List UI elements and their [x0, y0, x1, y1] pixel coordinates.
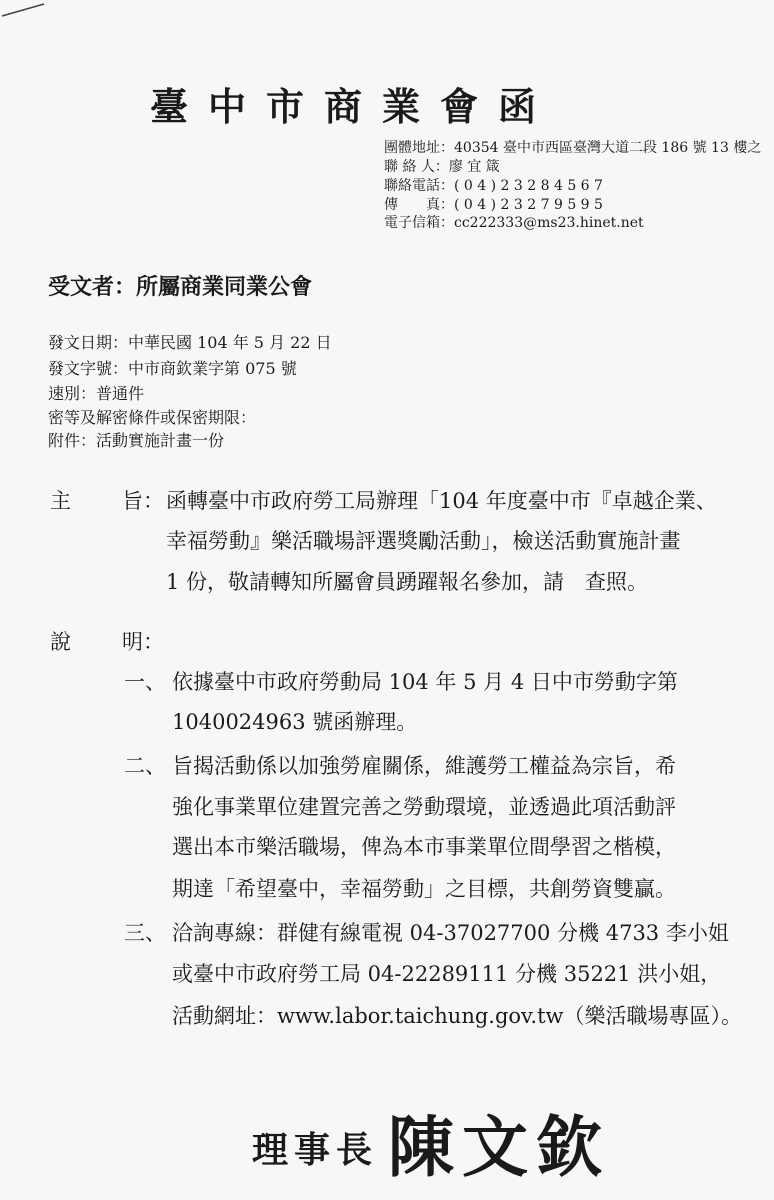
- item-number: 二、: [124, 754, 166, 778]
- item-line: 強化事業單位建置完善之勞動環境，並透過此項活動評: [172, 795, 676, 819]
- subject-line: 1 份，敬請轉知所屬會員踴躍報名參加，請 查照。: [166, 570, 649, 594]
- letter-title: 臺中市商業會函: [150, 84, 557, 129]
- sender-contact: 聯 絡 人：廖 宜 箴: [384, 159, 500, 175]
- item-line: 期達「希望臺中，幸福勞動」之目標，共創勞資雙贏。: [172, 877, 676, 901]
- document-number: 發文字號：中市商欽業字第 075 號: [48, 359, 297, 378]
- secrecy-level: 密等及解密條件或保密期限：: [48, 408, 257, 427]
- issue-date: 發文日期：中華民國 104 年 5 月 22 日: [48, 333, 332, 352]
- subject-line: 幸福勞動』樂活職場評選獎勵活動」，檢送活動實施計畫: [166, 529, 681, 553]
- recipient: 受文者：所屬商業同業公會: [48, 274, 313, 300]
- subject-line: 函轉臺中市政府勞工局辦理「104 年度臺中市『卓越企業、: [166, 489, 717, 513]
- item-line: 旨揭活動係以加強勞雇關係，維護勞工權益為宗旨，希: [172, 754, 676, 778]
- explanation-label-a: 說: [50, 630, 71, 654]
- item-number: 三、: [124, 921, 166, 945]
- item-line: 1040024963 號函辦理。: [172, 710, 418, 734]
- item-number: 一、: [124, 670, 166, 694]
- corner-pen-mark: [0, 0, 50, 20]
- signature-name: 陳文欽: [388, 1109, 610, 1186]
- item-line: 洽詢專線：群健有線電視 04-37027700 分機 4733 李小姐: [172, 921, 729, 945]
- sender-address: 團體地址：40354 臺中市西區臺灣大道二段 186 號 13 樓之: [384, 140, 762, 156]
- item-line: 依據臺中市政府勞動局 104 年 5 月 4 日中市勞動字第: [172, 670, 678, 694]
- attachment: 附件：活動實施計畫一份: [48, 431, 225, 450]
- item-line: 選出本市樂活職場，俾為本市事業單位間學習之楷模，: [172, 835, 676, 859]
- item-line: 活動網址：www.labor.taichung.gov.tw（樂活職場專區）。: [172, 1004, 743, 1028]
- sender-email: 電子信箱：cc222333@ms23.hinet.net: [384, 215, 644, 231]
- sender-fax: 傳 真：( 0 4 ) 2 3 2 7 9 5 9 5: [384, 197, 603, 213]
- subject-label-b: 旨：: [122, 489, 164, 513]
- subject-label-a: 主: [50, 489, 71, 513]
- sender-phone: 聯絡電話：( 0 4 ) 2 3 2 8 4 5 6 7: [384, 178, 603, 194]
- delivery-speed: 速別：普通件: [48, 384, 145, 403]
- signature-title: 理事長: [252, 1129, 379, 1171]
- item-line: 或臺中市政府勞工局 04-22289111 分機 35221 洪小姐，: [172, 962, 722, 986]
- explanation-label-b: 明：: [122, 630, 164, 654]
